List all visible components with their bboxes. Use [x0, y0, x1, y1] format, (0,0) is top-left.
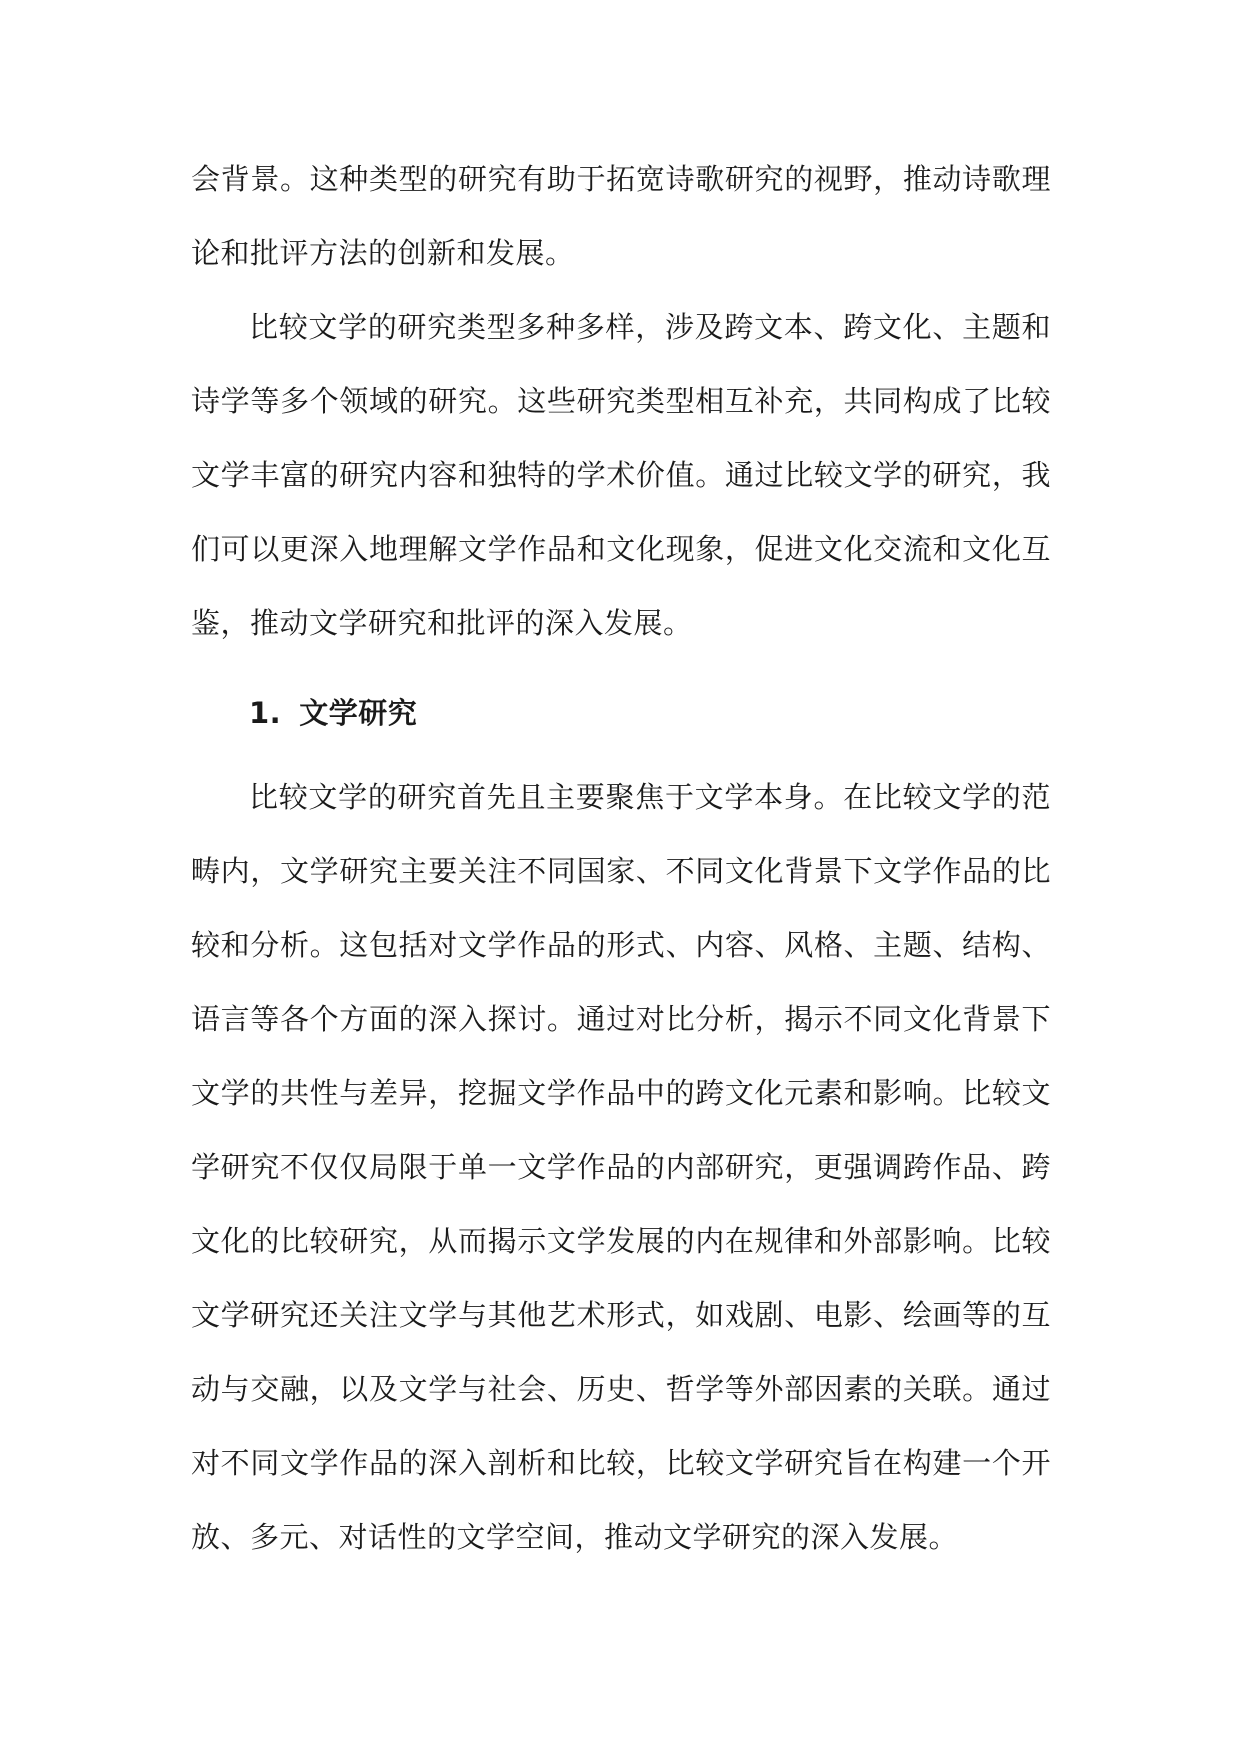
paragraph-summary: 比较文学的研究类型多种多样，涉及跨文本、跨文化、主题和诗学等多个领域的研究。这些研究类型相互补充，共同构成了比较文学丰富的研究内容和独特的学术价值。通过比较文学的研究，我们可以更深入地理解文学作品和文化现象，促进文化交流和文化互鉴，推动文学研究和批评的深入发展。 — [191, 310, 1051, 640]
section-heading-title: 文学研究 — [299, 696, 418, 730]
section-heading — [191, 676, 1051, 750]
paragraph-continuation: 会背景。这种类型的研究有助于拓宽诗歌研究的视野，推动诗歌理论和批评方法的创新和发展。 — [191, 162, 1051, 270]
paragraph-literary-research: 比较文学的研究首先且主要聚焦于文学本身。在比较文学的范畴内，文学研究主要关注不同国家、不同文化背景下文学作品的比较和分析。这包括对文学作品的形式、内容、风格、主题、结构、语言等各个方面的深入探讨。通过对比分析，揭示不同文化背景下文学的共性与差异，挖掘文学作品中的跨文化元素和影响。比较文学研究不仅仅局限于单一文学作品的内部研究，更强调跨作品、跨文化的比较研究，从而揭示文学发展的内在规律和外部影响。比较文学研究还关注文学与其他艺术形式，如戏剧、电影、绘画等的互动与交融，以及文学与社会、历史、哲学等外部因素的关联。通过对不同文学作品的深入剖析和比较，比较文学研究旨在构建一个开放、多元、对话性的文学空间，推动文学研究的深入发展。 — [191, 780, 1051, 1554]
section-heading-number: 1. — [249, 696, 282, 730]
document-body — [191, 142, 1051, 1574]
